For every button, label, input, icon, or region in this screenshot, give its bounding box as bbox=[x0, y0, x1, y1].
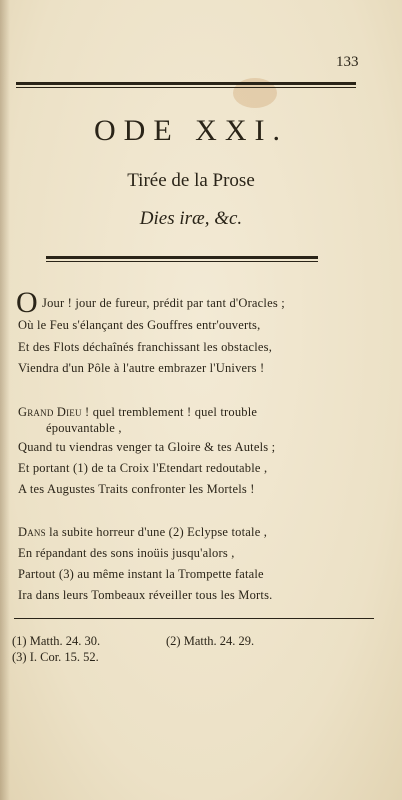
section-rule bbox=[46, 256, 318, 262]
stanza2-line4: A tes Augustes Traits confronter les Mortels ! bbox=[18, 482, 255, 496]
ode-subtitle-latin: Dies iræ, &c. bbox=[139, 208, 243, 229]
stanza3-line2: En répandant des sons inoüis jusqu'alors , bbox=[18, 546, 235, 560]
ode-title: ODE XXI. bbox=[94, 114, 288, 147]
stanza1-line4: Viendra d'un Pôle à l'autre embrazer l'Univers ! bbox=[18, 361, 265, 375]
page-number: 133 bbox=[336, 54, 359, 70]
header-rule bbox=[16, 82, 356, 88]
footnote-2: (2) Matth. 24. 29. bbox=[166, 634, 255, 648]
stanza2-line3: Et portant (1) de ta Croix l'Etendart redoutable , bbox=[18, 461, 268, 475]
stanza1-line2: Où le Feu s'élançant des Gouffres entr'ouverts, bbox=[18, 318, 261, 332]
stanza3-line4: Ira dans leurs Tombeaux réveiller tous les Morts. bbox=[18, 588, 273, 602]
stanza2-line2: Quand tu viendras venger ta Gloire & tes Autels ; bbox=[18, 440, 276, 454]
footnote-1: (1) Matth. 24. 30. bbox=[12, 634, 101, 648]
stanza3-lead: Dans bbox=[18, 525, 46, 539]
ode-subtitle: Tirée de la Prose bbox=[127, 170, 255, 191]
stanza3-line3: Partout (3) au même instant la Trompette fatale bbox=[18, 567, 264, 581]
drop-cap: O bbox=[16, 286, 38, 319]
stanza3-line1-text: la subite horreur d'une (2) Eclypse totale , bbox=[45, 525, 268, 539]
stanza2-lead: Grand Dieu bbox=[18, 405, 82, 419]
stanza1-line1: Jour ! jour de fureur, prédit par tant d'Oracles ; bbox=[42, 296, 285, 310]
stanza2-line1-text: ! quel tremblement ! quel trouble bbox=[81, 405, 258, 419]
footnote-3: (3) I. Cor. 15. 52. bbox=[12, 650, 99, 664]
stanza1-line3: Et des Flots déchaînés franchissant les obstacles, bbox=[18, 340, 273, 354]
footnote-rule bbox=[14, 618, 374, 619]
stanza2-line1-continuation: épouvantable , bbox=[46, 421, 122, 435]
stanza3-line1 bbox=[18, 525, 267, 540]
stanza2-line1 bbox=[18, 405, 257, 420]
